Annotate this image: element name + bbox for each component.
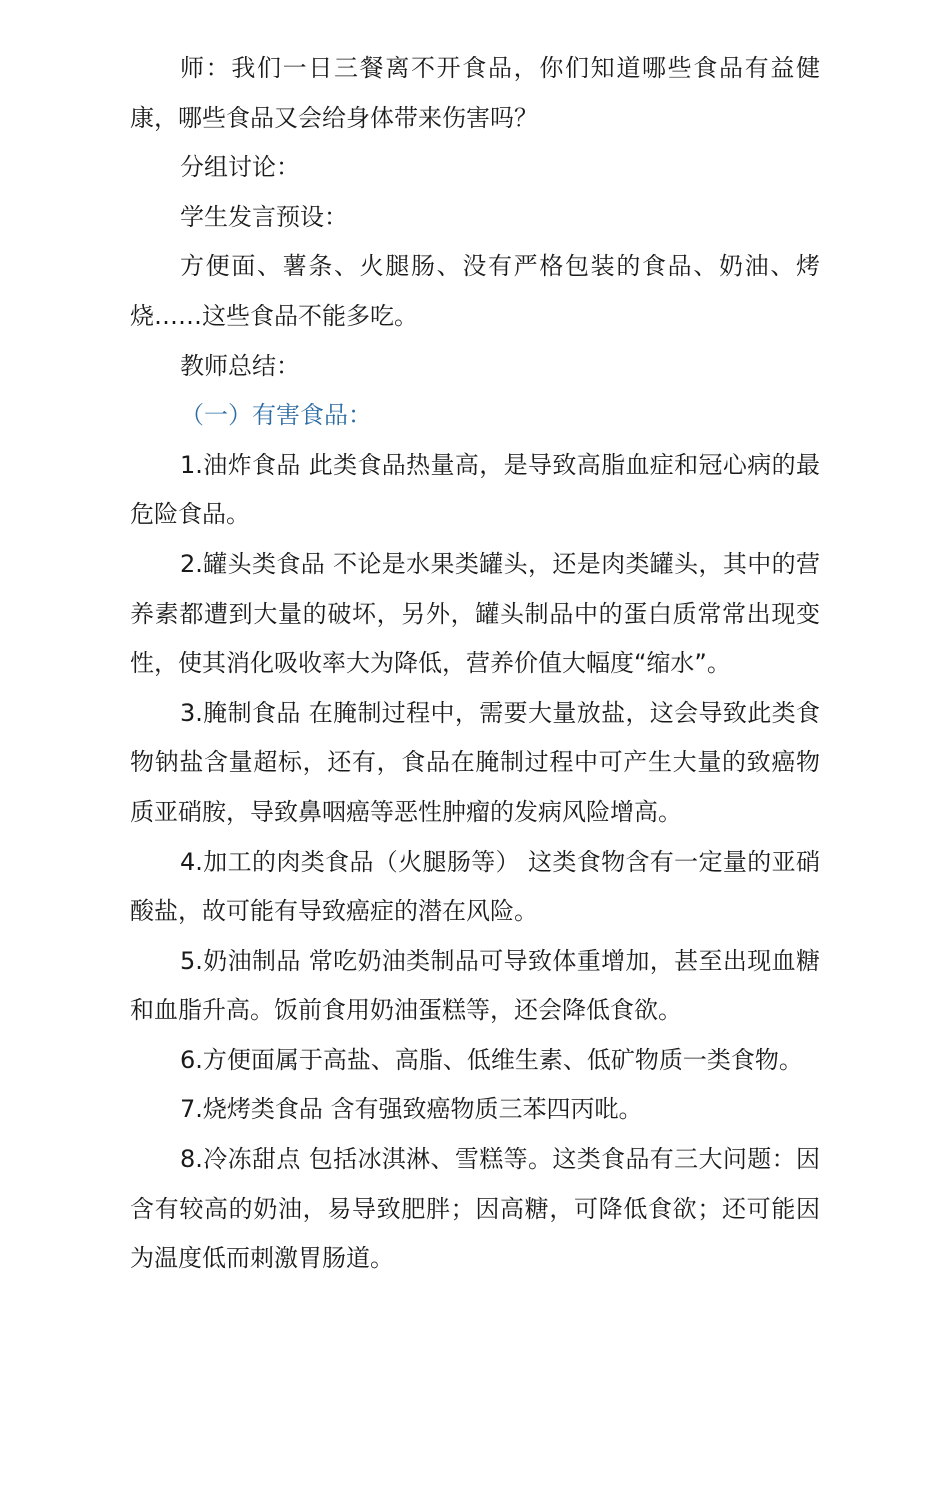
student-response: 方便面、薯条、火腿肠、没有严格包装的食品、奶油、烤烧……这些食品不能多吃。 <box>130 252 820 330</box>
group-discussion-label: 分组讨论： <box>180 153 300 182</box>
intro-question: 师：我们一日三餐离不开食品，你们知道哪些食品有益健康，哪些食品又会给身体带来伤害吗？ <box>130 54 820 132</box>
list-item-fried-food: 1.油炸食品 此类食品热量高，是导致高脂血症和冠心病的最危险食品。 <box>130 450 820 529</box>
list-item-instant-noodles: 6.方便面属于高盐、高脂、低维生素、低矿物质一类食物。 <box>180 1045 803 1074</box>
student-response-label: 学生发言预设： <box>180 202 348 231</box>
list-item-barbecue-food: 7.烧烤类食品 含有强致癌物质三苯四丙吡。 <box>180 1095 643 1124</box>
list-item-canned-food: 2.罐头类食品 不论是水果类罐头，还是肉类罐头，其中的营养素都遭到大量的破坏，另外，罐头制品中的蛋白质常常出现变性，使其消化吸收率大为降低，营养价值大幅度“缩水”。 <box>130 549 820 678</box>
list-item-cream-products: 5.奶油制品 常吃奶油类制品可导致体重增加，甚至出现血糖和血脂升高。饭前食用奶油蛋糕等，还会降低食欲。 <box>130 946 820 1025</box>
list-item-frozen-desserts: 8.冷冻甜点 包括冰淇淋、雪糕等。这类食品有三大问题：因含有较高的奶油，易导致肥胖；因高糖，可降低食欲；还可能因为温度低而刺激胃肠道。 <box>130 1145 820 1273</box>
list-item-processed-meat: 4.加工的肉类食品（火腿肠等） 这类食物含有一定量的亚硝酸盐，故可能有导致癌症的潜在风险。 <box>130 847 820 926</box>
section-heading-harmful-foods: （一）有害食品： <box>180 401 372 430</box>
list-item-pickled-food: 3.腌制食品 在腌制过程中，需要大量放盐，这会导致此类食物钠盐含量超标，还有，食品在腌制过程中可产生大量的致癌物质亚硝胺，导致鼻咽癌等恶性肿瘤的发病风险增高。 <box>130 698 820 826</box>
document-body <box>130 44 820 1284</box>
teacher-summary-label: 教师总结： <box>180 351 300 380</box>
